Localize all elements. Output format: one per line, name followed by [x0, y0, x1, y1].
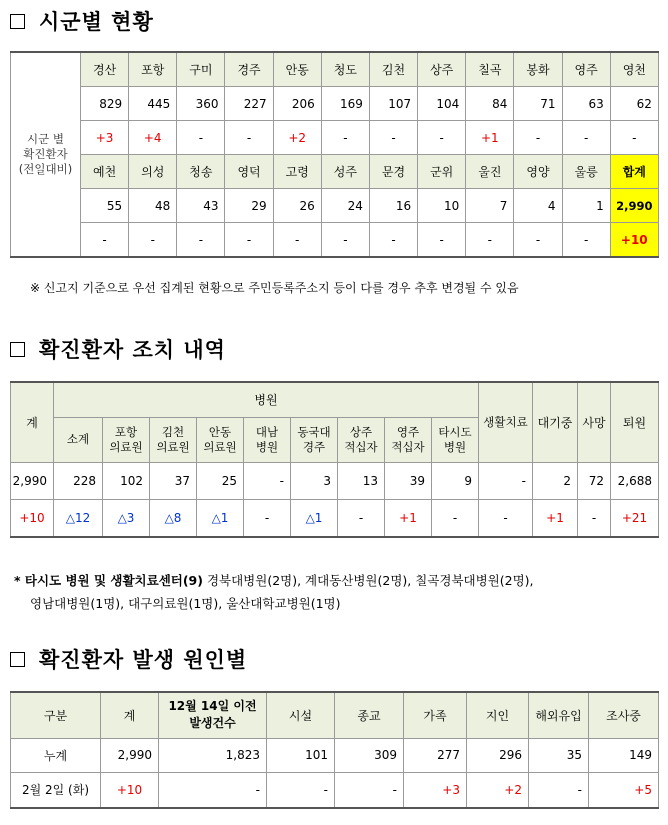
hospital-sub-header-line2: 경주 — [302, 439, 326, 454]
measure-value: 72 — [578, 462, 611, 499]
hospital-sub-header-line2: 의료원 — [156, 439, 190, 454]
city-count: 16 — [369, 189, 417, 223]
checkbox-square-icon — [10, 14, 25, 29]
section1-title — [10, 6, 154, 36]
city-count: 48 — [129, 189, 177, 223]
family-header: 가족 — [404, 692, 467, 738]
hospital-sub-header-line1: 김천 — [161, 424, 185, 439]
measure-value: 3 — [291, 462, 338, 499]
city-count: 10 — [418, 189, 466, 223]
section1-title-text: 시군별 현황 — [39, 10, 154, 34]
cause-value: 1,823 — [159, 738, 267, 772]
section2-note-line1 — [14, 571, 534, 589]
waiting-header: 대기중 — [533, 382, 578, 462]
total-change: +10 — [610, 223, 658, 258]
section2-note-text: 경북대병원(2명), 계대동산병원(2명), 칠곡경북대병원(2명), — [206, 573, 534, 588]
row-label: 누계 — [11, 738, 101, 772]
city-change: +1 — [466, 121, 514, 155]
city-header: 포항 — [129, 52, 177, 87]
category-header: 구분 — [11, 692, 101, 738]
hospital-sub-header — [244, 417, 291, 462]
city-count: 63 — [562, 87, 610, 121]
acquaintance-header: 지인 — [467, 692, 529, 738]
city-change: - — [610, 121, 658, 155]
patient-measures-table — [10, 381, 659, 538]
measure-value: 39 — [385, 462, 432, 499]
city-status-table — [10, 51, 659, 258]
cause-value: 309 — [335, 738, 404, 772]
hospital-sub-header — [103, 417, 150, 462]
pre-dec14-header-line2: 발생건수 — [189, 716, 236, 731]
measure-change: △1 — [291, 499, 338, 537]
measure-change: - — [479, 499, 533, 537]
religion-header: 종교 — [335, 692, 404, 738]
city-count: 169 — [321, 87, 369, 121]
city-count: 29 — [225, 189, 273, 223]
city-change: - — [225, 121, 273, 155]
row-label: 2월 2일 (화) — [11, 772, 101, 808]
hospital-sub-header-line2: 병원 — [255, 439, 279, 454]
city-change: - — [466, 223, 514, 258]
city-change: - — [562, 223, 610, 258]
hospital-sub-header — [432, 417, 479, 462]
row-label-cell — [11, 52, 81, 257]
row-label-line: 확진환자 — [23, 147, 68, 161]
measure-value: 228 — [54, 462, 103, 499]
city-change: - — [177, 223, 225, 258]
city-header: 군위 — [418, 155, 466, 189]
cause-value: 296 — [467, 738, 529, 772]
measure-value: 2 — [533, 462, 578, 499]
hospital-sub-header-line1: 영주 — [396, 424, 420, 439]
cause-value: 149 — [589, 738, 659, 772]
hospital-sub-header — [197, 417, 244, 462]
city-change: - — [225, 223, 273, 258]
city-change: - — [177, 121, 225, 155]
city-count: 71 — [514, 87, 562, 121]
measure-change: - — [432, 499, 479, 537]
measure-change: +1 — [385, 499, 432, 537]
hospital-sub-header — [54, 417, 103, 462]
hospital-sub-header — [150, 417, 197, 462]
investigating-header: 조사중 — [589, 692, 659, 738]
total-header: 계 — [11, 382, 54, 462]
city-header: 청송 — [177, 155, 225, 189]
measure-change: △1 — [197, 499, 244, 537]
cause-change: - — [159, 772, 267, 808]
cause-table — [10, 691, 659, 809]
hospital-sub-header — [385, 417, 432, 462]
hospital-sub-header-line1: 대남 — [255, 424, 279, 439]
section2-note-bold: * 타시도 병원 및 생활치료센터(9) — [14, 573, 203, 588]
hospital-sub-header-line1: 상주 — [349, 424, 373, 439]
city-header: 안동 — [273, 52, 321, 87]
city-change: - — [321, 223, 369, 258]
city-header: 고령 — [273, 155, 321, 189]
city-count: 206 — [273, 87, 321, 121]
hospital-sub-header-line1: 포항 — [114, 424, 138, 439]
city-change: +2 — [273, 121, 321, 155]
city-change: - — [369, 223, 417, 258]
city-count: 26 — [273, 189, 321, 223]
row-label-line: (전일대비) — [18, 162, 73, 176]
city-change: - — [321, 121, 369, 155]
city-header: 영주 — [562, 52, 610, 87]
cause-value: 101 — [267, 738, 335, 772]
city-change: - — [81, 223, 129, 258]
row-label-line: 시군 별 — [27, 132, 64, 146]
measure-value: 25 — [197, 462, 244, 499]
city-change: +4 — [129, 121, 177, 155]
pre-dec14-header-line1: 12월 14일 이전 — [168, 699, 257, 714]
city-header: 영양 — [514, 155, 562, 189]
city-header: 구미 — [177, 52, 225, 87]
treatment-center-header: 생활치료 — [479, 382, 533, 462]
city-change: - — [514, 223, 562, 258]
hospital-sub-header-line1: 안동 — [208, 424, 232, 439]
city-change: - — [514, 121, 562, 155]
measure-value: 2,688 — [611, 462, 659, 499]
measure-value: 102 — [103, 462, 150, 499]
measure-change: - — [338, 499, 385, 537]
city-change: - — [418, 223, 466, 258]
city-header: 경산 — [81, 52, 129, 87]
city-count: 84 — [466, 87, 514, 121]
hospital-sub-header-line2: 적십자 — [391, 439, 425, 454]
measure-value: - — [479, 462, 533, 499]
city-header: 문경 — [369, 155, 417, 189]
cause-change: +10 — [101, 772, 159, 808]
city-change: - — [369, 121, 417, 155]
measure-change: +21 — [611, 499, 659, 537]
section3-title-text: 확진환자 발생 원인별 — [39, 648, 248, 672]
cause-change: +5 — [589, 772, 659, 808]
section2-title — [10, 334, 226, 364]
measure-change: - — [578, 499, 611, 537]
overseas-header: 해외유입 — [529, 692, 589, 738]
section3-title — [10, 644, 247, 674]
measure-change: +10 — [11, 499, 54, 537]
city-count: 55 — [81, 189, 129, 223]
city-count: 62 — [610, 87, 658, 121]
death-header: 사망 — [578, 382, 611, 462]
measure-value: 2,990 — [11, 462, 54, 499]
measure-value: 9 — [432, 462, 479, 499]
city-header: 성주 — [321, 155, 369, 189]
cause-change: - — [335, 772, 404, 808]
measure-value: 37 — [150, 462, 197, 499]
cause-change: - — [529, 772, 589, 808]
city-count: 7 — [466, 189, 514, 223]
hospital-sub-header-line2: 병원 — [443, 439, 467, 454]
hospital-sub-header-line2: 의료원 — [203, 439, 237, 454]
total-count: 2,990 — [610, 189, 658, 223]
facility-header: 시설 — [267, 692, 335, 738]
cause-value: 277 — [404, 738, 467, 772]
checkbox-square-icon — [10, 342, 25, 357]
hospital-sub-header-line2: 의료원 — [109, 439, 143, 454]
measure-change: △12 — [54, 499, 103, 537]
hospital-sub-header — [291, 417, 338, 462]
city-count: 829 — [81, 87, 129, 121]
measure-change: △3 — [103, 499, 150, 537]
city-count: 104 — [418, 87, 466, 121]
measure-value: - — [244, 462, 291, 499]
city-count: 107 — [369, 87, 417, 121]
city-header: 봉화 — [514, 52, 562, 87]
city-header: 영천 — [610, 52, 658, 87]
city-header: 칠곡 — [466, 52, 514, 87]
measure-change: +1 — [533, 499, 578, 537]
cause-value: 35 — [529, 738, 589, 772]
cause-change: - — [267, 772, 335, 808]
city-count: 43 — [177, 189, 225, 223]
city-change: - — [418, 121, 466, 155]
city-change: - — [129, 223, 177, 258]
section2-note-line2: 영남대병원(1명), 대구의료원(1명), 울산대학교병원(1명) — [30, 596, 341, 611]
city-header: 영덕 — [225, 155, 273, 189]
city-count: 360 — [177, 87, 225, 121]
section1-note: ※ 신고지 기준으로 우선 집계된 현황으로 주민등록주소지 등이 다를 경우 추후 변경될 수 있음 — [30, 281, 519, 295]
city-header: 의성 — [129, 155, 177, 189]
measure-value: 13 — [338, 462, 385, 499]
city-count: 227 — [225, 87, 273, 121]
city-change: +3 — [81, 121, 129, 155]
hospital-sub-header-text: 소계 — [66, 432, 90, 446]
city-count: 4 — [514, 189, 562, 223]
cause-value: 2,990 — [101, 738, 159, 772]
city-change: - — [273, 223, 321, 258]
city-header: 청도 — [321, 52, 369, 87]
measure-change: - — [244, 499, 291, 537]
city-count: 445 — [129, 87, 177, 121]
checkbox-square-icon — [10, 652, 25, 667]
city-header: 김천 — [369, 52, 417, 87]
city-header: 상주 — [418, 52, 466, 87]
city-header: 예천 — [81, 155, 129, 189]
hospital-sub-header-line2: 적십자 — [344, 439, 378, 454]
discharged-header: 퇴원 — [611, 382, 659, 462]
city-count: 24 — [321, 189, 369, 223]
hospital-sub-header — [338, 417, 385, 462]
hospital-header: 병원 — [54, 382, 479, 417]
city-count: 1 — [562, 189, 610, 223]
total-header: 계 — [101, 692, 159, 738]
city-header: 경주 — [225, 52, 273, 87]
pre-dec14-header — [159, 692, 267, 738]
total-header: 합계 — [610, 155, 658, 189]
cause-change: +3 — [404, 772, 467, 808]
city-change: - — [562, 121, 610, 155]
section2-title-text: 확진환자 조치 내역 — [39, 338, 226, 362]
city-header: 울릉 — [562, 155, 610, 189]
cause-change: +2 — [467, 772, 529, 808]
hospital-sub-header-line1: 동국대 — [297, 424, 331, 439]
measure-change: △8 — [150, 499, 197, 537]
hospital-sub-header-line1: 타시도 — [438, 424, 472, 439]
city-header: 울진 — [466, 155, 514, 189]
